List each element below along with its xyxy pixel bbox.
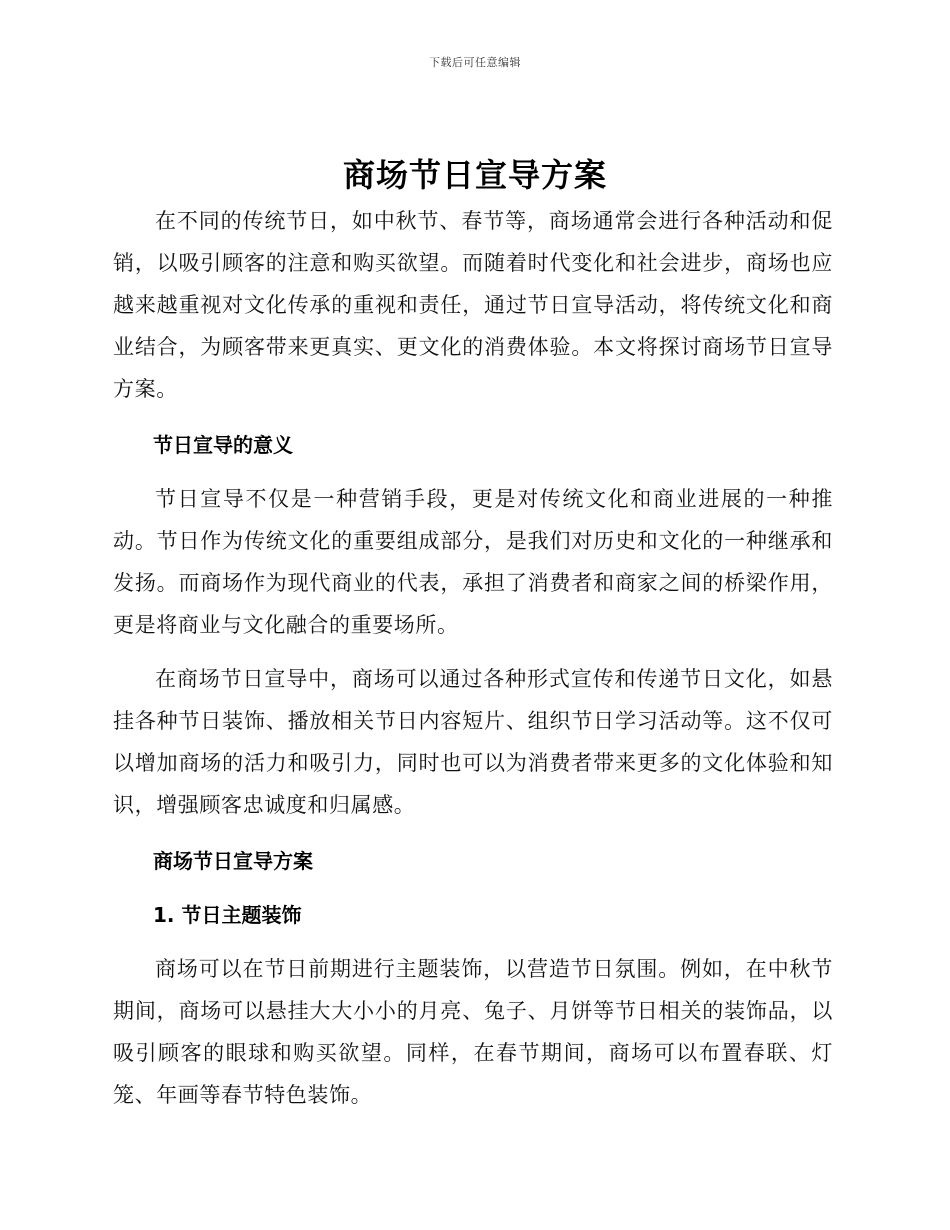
subsection-heading-decoration: 1. 节日主题装饰 — [153, 903, 302, 927]
section-heading-plan: 商场节日宣导方案 — [153, 849, 313, 873]
intro-paragraph: 在不同的传统节日，如中秋节、春节等，商场通常会进行各种活动和促销，以吸引顾客的注意和购买欲望。而随着时代变化和社会进步，商场也应越来越重视对文化传承的重视和责任，通过节日宣导活动，将传统文化和商业结合，为顾客带来更真实、更文化的消费体验。本文将探讨商场节日宣导方案。 — [113, 209, 833, 401]
spacer — [113, 466, 833, 478]
spacer — [113, 826, 833, 840]
header-note: 下载后可任意编辑 — [429, 56, 521, 69]
spacer — [113, 410, 833, 424]
body-paragraph: 商场可以在节日前期进行主题装饰，以营造节日氛围。例如，在中秋节期间，商场可以悬挂大大小小的月亮、兔子、月饼等节日相关的装饰品，以吸引顾客的眼球和购买欲望。同样，在春节期间，商场可以布置春联、灯笼、年画等春节特色装饰。 — [113, 957, 833, 1107]
body-paragraph: 在商场节日宣导中，商场可以通过各种形式宣传和传递节日文化，如悬挂各种节日装饰、播放相关节日内容短片、组织节日学习活动等。这不仅可以增加商场的活力和吸引力，同时也可以为消费者带来更多的文化体验和知识，增强顾客忠诚度和归属感。 — [113, 667, 833, 817]
document-body — [113, 200, 833, 1116]
section-heading-significance: 节日宣导的意义 — [153, 433, 293, 457]
body-paragraph: 节日宣导不仅是一种营销手段，更是对传统文化和商业进展的一种推动。节日作为传统文化的重要组成部分，是我们对历史和文化的一种继承和发扬。而商场作为现代商业的代表，承担了消费者和商家之间的桥梁作用，更是将商业与文化融合的重要场所。 — [113, 487, 833, 637]
document-title: 商场节日宣导方案 — [342, 156, 607, 194]
spacer — [113, 882, 833, 894]
spacer — [113, 936, 833, 948]
spacer — [113, 646, 833, 658]
